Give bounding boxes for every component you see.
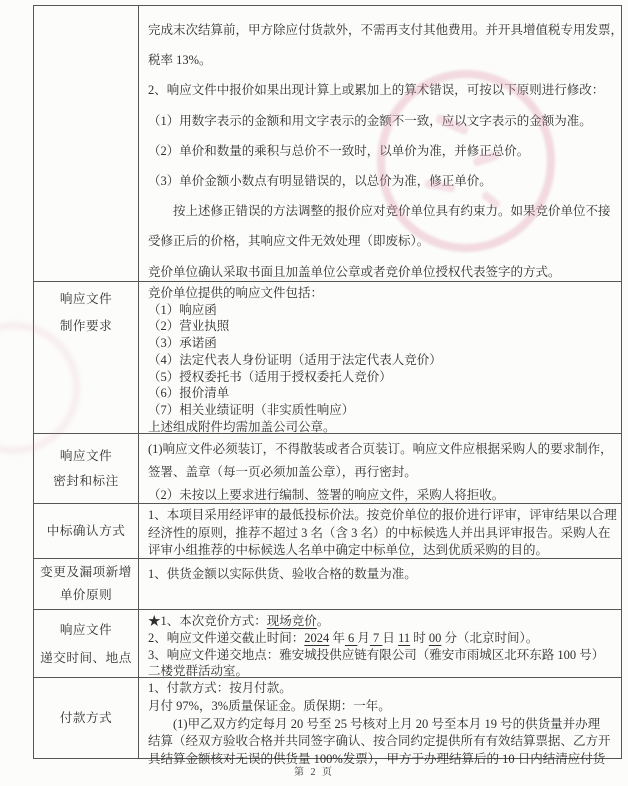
- table-row-submission-time-place: [34, 610, 621, 678]
- content-line: [148, 698, 619, 716]
- text-segment: 竞价单位提供的响应文件包括：: [148, 286, 324, 300]
- row-content-cell: [139, 678, 621, 767]
- content-line: [148, 419, 619, 436]
- content-line: [148, 166, 623, 196]
- text-segment: 结算（经双方验收合格并共同签字确认、按合同约定提供所有有效结算票据、乙方开: [148, 734, 611, 749]
- text-segment: ★1、本次竞价方式：: [148, 614, 267, 628]
- row-header-line: 付款方式: [59, 711, 113, 725]
- table-row-change-omission-pricing: [34, 559, 621, 610]
- content-line: [148, 716, 619, 734]
- table-row-doc-sealing: [34, 434, 621, 504]
- text-segment: （4）法定代表人身份证明（适用于法定代表人竞价）: [148, 352, 442, 367]
- text-segment: 时: [410, 630, 429, 645]
- text-segment: （1）用数字表示的金额和用文字表示的金额不一致，应以文字表示的金额为准。: [148, 113, 592, 128]
- row-content-cell: [139, 559, 621, 609]
- table-row-award-confirmation: [34, 504, 621, 559]
- row-header-cell: [34, 282, 139, 433]
- table-row-doc-preparation: [34, 282, 621, 434]
- text-segment: 1、本项目采用经评审的最低投标价法。按竞价单位的报价进行评审，评审结果以合理: [148, 508, 617, 522]
- text-segment: 11: [398, 630, 411, 645]
- row-header-line: 中标确认方式: [46, 524, 126, 538]
- row-header-cell: [34, 6, 139, 281]
- row-content-cell: [139, 504, 621, 558]
- text-segment: 竞价单位确认采取书面且加盖单位公章或者竞价单位授权代表签字的方式。: [148, 264, 561, 279]
- row-header-line: 单价原则: [59, 588, 113, 602]
- page-number: 第 2 页: [294, 767, 334, 778]
- content-line: [148, 196, 623, 226]
- content-line: [148, 302, 619, 319]
- content-line: [148, 461, 619, 484]
- text-segment: 完成末次结算前，甲方除应付货款外，不需再支付其他费用。并开具增值税专用发票，: [148, 23, 624, 37]
- text-segment: 1、付款方式：按月付款。: [148, 681, 292, 695]
- row-header-line: 密封和标注: [53, 473, 119, 488]
- row-header-cell: [34, 434, 139, 503]
- content-line: [148, 507, 619, 525]
- text-segment: 现场竞价: [266, 614, 317, 628]
- content-line: [148, 680, 619, 698]
- content-line: [148, 318, 619, 335]
- content-line: [148, 106, 623, 136]
- text-segment: （3）承诺函: [148, 336, 217, 351]
- content-line: [148, 733, 619, 751]
- row-header-cell: [34, 559, 139, 609]
- content-line: [148, 438, 619, 461]
- text-segment: 二楼党群活动室。: [148, 664, 249, 679]
- text-segment: 具结算金额核对无误的供货量 100%发票），甲方于办理结算后的 10 日内结清应付货: [148, 752, 606, 767]
- table-row-payment-terms-continued: [34, 6, 624, 282]
- text-segment: 2、响应文件递交截止时间：: [148, 630, 305, 645]
- text-segment: 税率 13%。: [148, 53, 212, 68]
- text-segment: （5）授权委托书（适用于授权委托人竞价）: [148, 369, 392, 384]
- content-line: [148, 335, 619, 352]
- text-segment: 分（北京时间）。: [441, 630, 539, 645]
- text-segment: 评审小组推荐的中标候选人名单中确定中标单位，达到优质采购的目的。: [148, 543, 549, 558]
- text-segment: （7）相关业绩证明（非实质性响应）: [148, 402, 355, 417]
- text-segment: （2）单价和数量的乘积与总价不一致时，以单价为准，并修正总价。: [148, 143, 530, 158]
- text-segment: （6）报价清单: [148, 386, 230, 401]
- text-segment: 7: [369, 630, 383, 645]
- text-segment: 00: [428, 630, 442, 645]
- text-segment: 受修正后的价格，其响应文件无效处理（即废标）。: [148, 234, 430, 249]
- content-line: [148, 136, 623, 166]
- text-segment: 年: [329, 630, 345, 645]
- content-line: [148, 285, 619, 302]
- text-segment: (1)响应文件必须装订，不得散装或者合页装订。响应文件应根据采购人的要求制作，: [148, 442, 613, 456]
- text-segment: （2）未按以上要求进行编制、签署的响应文件，采购人将拒收。: [148, 488, 505, 502]
- content-line: [148, 630, 619, 647]
- row-content-cell: [139, 282, 621, 433]
- text-segment: 3、响应文件递交地点：雅安城投供应链有限公司（雅安市雨城区北环东路 100 号）: [148, 647, 605, 662]
- text-segment: 1、供货金额以实际供货、验收合格的数量为准。: [148, 567, 417, 581]
- row-content-cell: [139, 6, 625, 281]
- content-line: [148, 647, 619, 664]
- row-header-line: 响应文件: [59, 292, 113, 306]
- row-header-cell: [34, 678, 139, 758]
- content-line: [148, 565, 619, 583]
- content-line: [148, 385, 619, 402]
- text-segment: 月: [357, 630, 370, 645]
- content-line: [148, 525, 619, 543]
- content-line: [148, 75, 623, 105]
- row-header-line: 变更及漏项新增: [40, 565, 132, 579]
- text-segment: 6: [344, 630, 358, 645]
- content-line: [148, 226, 623, 256]
- content-line: [148, 542, 619, 560]
- row-header-cell: [34, 610, 139, 677]
- text-segment: 日: [382, 630, 399, 645]
- text-segment: (1)甲乙双方约定每月 20 号至 25 号核对上月 20 号至本月 19 号的供货量并办理: [148, 716, 601, 731]
- content-line: [148, 352, 619, 369]
- text-segment: 。: [316, 614, 330, 628]
- content-line: [148, 402, 619, 419]
- row-header-line: 制作要求: [59, 319, 113, 333]
- content-line: [148, 613, 619, 630]
- content-line: [148, 45, 623, 75]
- text-segment: 上述组成附件均需加盖公司公章。: [148, 419, 336, 434]
- content-line: [148, 15, 623, 45]
- row-header-line: 递交时间、地点: [40, 650, 132, 665]
- row-header-line: 响应文件: [59, 622, 113, 637]
- text-segment: （2）营业执照: [148, 319, 230, 334]
- text-segment: 月付 97%，3%质量保证金。质保期：一年。: [148, 698, 391, 713]
- row-content-cell: [139, 610, 621, 677]
- text-segment: 经济性的原则，推荐不超过 3 名（含 3 名）的中标候选人并出具评审报告。采购人在: [148, 525, 611, 540]
- table-row-payment-method: [34, 678, 621, 767]
- content-line: [148, 369, 619, 386]
- text-segment: 2024: [304, 630, 330, 645]
- text-segment: 签署、盖章（每一页必须加盖公章），再行密封。: [148, 465, 417, 479]
- text-segment: （3）单价金额小数点有明显错误的，以总价为准，修正单价。: [148, 174, 492, 189]
- row-content-cell: [139, 434, 621, 503]
- row-header-line: 响应文件: [59, 448, 113, 463]
- text-segment: 2、响应文件中报价如果出现计算上或累加上的算术错误，可按以下原则进行修改：: [148, 83, 605, 98]
- terms-table: [33, 5, 624, 767]
- text-segment: （1）响应函: [148, 302, 217, 317]
- text-segment: 按上述修正错误的方法调整的报价应对竞价单位具有约束力。如果竞价单位不接: [148, 204, 611, 219]
- row-header-cell: [34, 504, 139, 558]
